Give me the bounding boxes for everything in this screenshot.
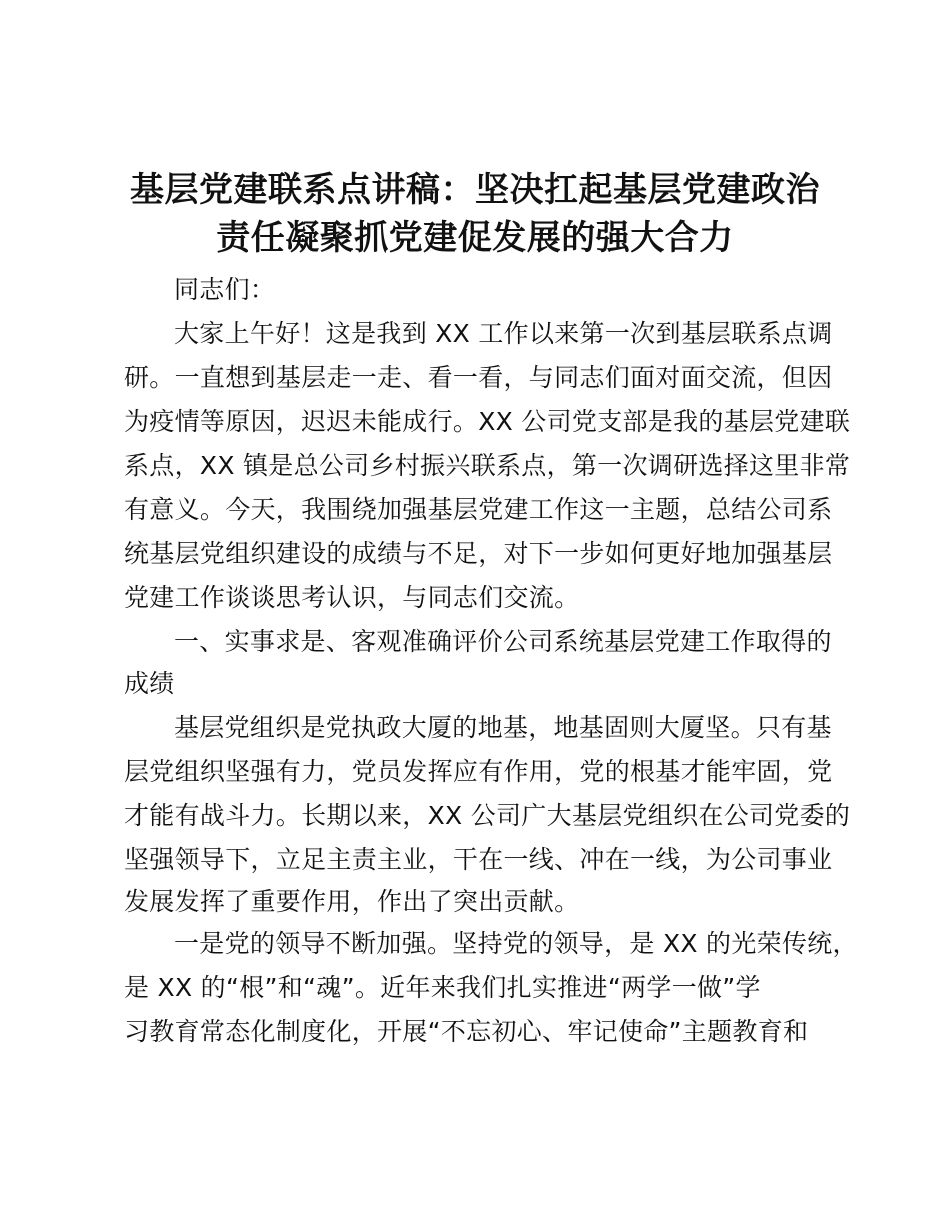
paragraph-1-line-6: 统基层党组织建设的成绩与不足，对下一步如何更好地加强基层 xyxy=(124,539,833,568)
paragraph-2-line-5: 发展发挥了重要作用，作出了突出贡献。 xyxy=(124,887,580,916)
document-title-line-2: 责任凝聚抓党建促发展的强大合力 xyxy=(216,218,734,258)
paragraph-1-line-4: 系点，XX 镇是总公司乡村振兴联系点，第一次调研选择这里非常 xyxy=(124,451,851,480)
section-heading-1-line-2: 成绩 xyxy=(124,669,175,698)
paragraph-1-line-1: 大家上午好！这是我到 XX 工作以来第一次到基层联系点调 xyxy=(174,319,833,348)
paragraph-2-line-3: 才能有战斗力。长期以来，XX 公司广大基层党组织在公司党委的 xyxy=(124,801,851,830)
paragraph-2-line-1: 基层党组织是党执政大厦的地基，地基固则大厦坚。只有基 xyxy=(174,713,832,742)
salutation: 同志们： xyxy=(174,275,276,304)
paragraph-3-line-1: 一是党的领导不断加强。坚持党的领导，是 XX 的光荣传统， xyxy=(174,929,858,958)
document-title-line-1: 基层党建联系点讲稿：坚决扛起基层党建政治 xyxy=(130,170,820,210)
paragraph-2-line-2: 层党组织坚强有力，党员发挥应有作用，党的根基才能牢固，党 xyxy=(124,757,833,786)
paragraph-2-line-4: 坚强领导下，立足主责主业，干在一线、冲在一线，为公司事业 xyxy=(124,845,833,874)
paragraph-1-line-5: 有意义。今天，我围绕加强基层党建工作这一主题，总结公司系 xyxy=(124,495,833,524)
paragraph-3-line-3: 习教育常态化制度化，开展“不忘初心、牢记使命”主题教育和 xyxy=(124,1017,809,1046)
paragraph-3-line-2: 是 XX 的“根”和“魂”。近年来我们扎实推进“两学一做”学 xyxy=(124,973,761,1002)
section-heading-1-line-1: 一、实事求是、客观准确评价公司系统基层党建工作取得的 xyxy=(174,627,832,656)
paragraph-1-line-3: 为疫情等原因，迟迟未能成行。XX 公司党支部是我的基层党建联 xyxy=(124,407,851,436)
paragraph-1-line-2: 研。一直想到基层走一走、看一看，与同志们面对面交流，但因 xyxy=(124,363,833,392)
paragraph-1-line-7: 党建工作谈谈思考认识，与同志们交流。 xyxy=(124,583,580,612)
